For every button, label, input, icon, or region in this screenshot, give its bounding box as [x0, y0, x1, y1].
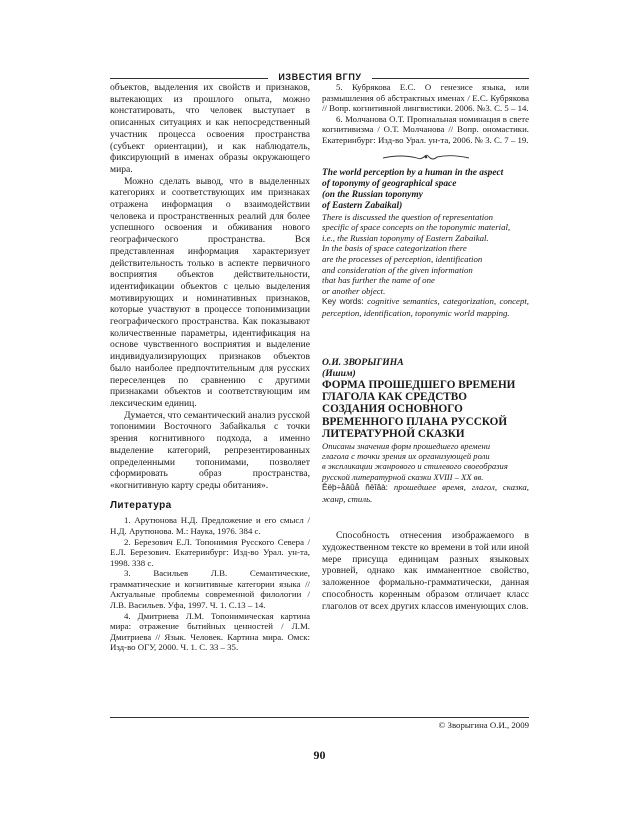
keywords-value: cognitive semantics, categorization, concept, perception, identification, toponymic world mapping.	[322, 296, 530, 318]
english-title-line: of toponymy of geographical space	[322, 178, 457, 189]
header-rule-right	[372, 78, 529, 79]
article-title-line: ЛИТЕРАТУРНОЙ СКАЗКИ	[322, 428, 465, 441]
english-keywords	[322, 296, 529, 318]
copyright: © Зворыгина О.И., 2009	[438, 720, 529, 730]
keywords-label: Key words:	[322, 297, 364, 307]
left-column	[110, 82, 310, 653]
body-paragraph: Способность отнесения изображаемого в художественном тексте ко времени в той или иной мере присуща единицам разных языковых уровней, однако как имманентное свойство, заложенное формально-грамматически, данная способность коренным образом отличает класс глаголов от всех других классов именующих слов.	[322, 530, 529, 612]
spacer	[322, 319, 529, 357]
russian-abstract-line: русской литературной сказки XVIII – XX вв.	[322, 471, 484, 482]
paragraph: Думается, что семантический анализ русской топонимии Восточного Забайкалья с точки зрения когнитивного подхода, а именно выделение категорий, репрезентированных определенными топонимами, позволяет сформировать образ пространства, «когнитивную карту среды обитания».	[110, 409, 310, 491]
paragraph: объектов, выделения их свойств и признаков, вытекающих из прошлого опыта, можно констатировать, что человек выступает в описанных ситуациях и как непосредственный участник процесса освоения пространства (субъект ориентации), и как наблюдатель, фиксирующий в именах образы окружающего мира.	[110, 82, 310, 175]
reference-item: 3. Васильев Л.В. Семантические, грамматические и когнитивные категории языка // Актуальные проблемы современной филологии / Л.В. Васильев. Уфа, 1997. Ч. 1. С.13 – 14.	[110, 568, 310, 611]
english-abstract-line: or another object.	[322, 285, 386, 296]
english-abstract-line: are the processes of perception, identification	[322, 253, 483, 264]
journal-title: ИЗВЕСТИЯ ВГПУ	[278, 72, 362, 82]
english-title-line: The world perception by a human in the aspect	[322, 167, 504, 178]
header-rule-left	[110, 78, 268, 79]
english-abstract-line: In the basis of space categorization there	[322, 243, 467, 254]
english-abstract-line: There is discussed the question of representation	[322, 211, 494, 222]
english-abstract-line: and consideration of the given information	[322, 264, 473, 275]
keywords-label: Êëþ÷åâûå ñëîâà:	[322, 483, 388, 493]
right-column	[322, 82, 529, 612]
article-title-line: СОЗДАНИЯ ОСНОВНОГО	[322, 403, 463, 416]
article-title-line: ГЛАГОЛА КАК СРЕДСТВО	[322, 390, 467, 403]
page-number: 90	[313, 748, 326, 762]
russian-abstract	[322, 441, 529, 483]
article-title	[322, 379, 529, 441]
article-title-line: ВРЕМЕННОГО ПЛАНА РУССКОЙ	[322, 415, 508, 428]
paragraph: Можно сделать вывод, что в выделенных категориях и соответствующих им признаках отражена информация о взаимодействии человека и пространственных реалий для более успешного освоения и обживания нового географического пространства. Вся представленная информация характеризует действительность только в аспекте первичного восприятия объектов действительности, идентификации объектов с целью выделения мотивирующих и номинативных признаков, которые участвуют в процессе топонимизации географического пространства. Как показывают количественные параметры, идентификация на основе чувственного восприятия и выделение индивидуализирующих признаков объектов было наиболее предпочтительным для русских переселенцев по сравнению с другими признаками объектов и соответствующим им лексическим единиц.	[110, 175, 310, 409]
spacer	[322, 504, 529, 530]
reference-item: 2. Березович Е.Л. Топонимия Русского Севера / Е.Л. Березович. Екатеринбург: Изд-во Урал. ун-та, 1998. 338 с.	[110, 536, 310, 568]
footer-rule	[110, 717, 529, 718]
reference-item: 4. Дмитриева Л.М. Топонимическая картина мира: отражение бытийных ценностей / Л.М. Дмитриева // Язык. Человек. Картина мира. Омск: Изд-во ОГУ, 2000. Ч. 1. С. 33 – 35.	[110, 610, 310, 653]
ornament-divider-icon	[381, 152, 471, 162]
english-abstract	[322, 212, 529, 297]
reference-item: 1. Арутюнова Н.Д. Предложение и его смысл / Н.Д. Арутюнова. М.: Наука, 1976. 384 с.	[110, 515, 310, 536]
article-title-line: ФОРМА ПРОШЕДШЕГО ВРЕМЕНИ	[322, 378, 516, 391]
english-abstract-line: i.e., the Russian toponymy of Eastern Zabaikal.	[322, 232, 489, 243]
russian-abstract-line: глагола с точки зрения их организующей роли	[322, 450, 490, 461]
russian-keywords	[322, 482, 529, 504]
reference-item: 5. Кубрякова Е.С. О генезисе языка, или размышления об абстрактных именах / Е.С. Кубрякова // Вопр. когнитивной лингвистики. 2006. №3. С. 5 – 14.	[322, 82, 529, 114]
english-abstract-line: that has further the name of one	[322, 275, 435, 286]
russian-abstract-line: в экспликации жанрового и стилевого своеобразия	[322, 461, 508, 472]
english-abstract-line: specific of space concepts on the toponymic material,	[322, 222, 511, 233]
russian-abstract-line: Описаны значения форм прошедшего времени	[322, 440, 491, 451]
author-affiliation: (Ишим)	[322, 367, 356, 379]
keywords-value: прошедшее время, глагол, сказка, жанр, стиль.	[322, 482, 529, 504]
english-title	[322, 168, 529, 212]
references-heading: Литература	[110, 499, 172, 511]
author-name: О.И. ЗВОРЫГИНА	[322, 356, 404, 368]
english-title-line: (on the Russian toponymy	[322, 189, 423, 200]
english-title-line: of Eastern Zabaikal)	[322, 200, 403, 211]
reference-item: 6. Молчанова О.Т. Пропиальная номинация в свете когнитивизма / О.Т. Молчанова // Вопр. ономастики. Екатеринбург: Изд-во Урал. ун-та, 2006. № 3. С. 7 – 19.	[322, 113, 529, 145]
